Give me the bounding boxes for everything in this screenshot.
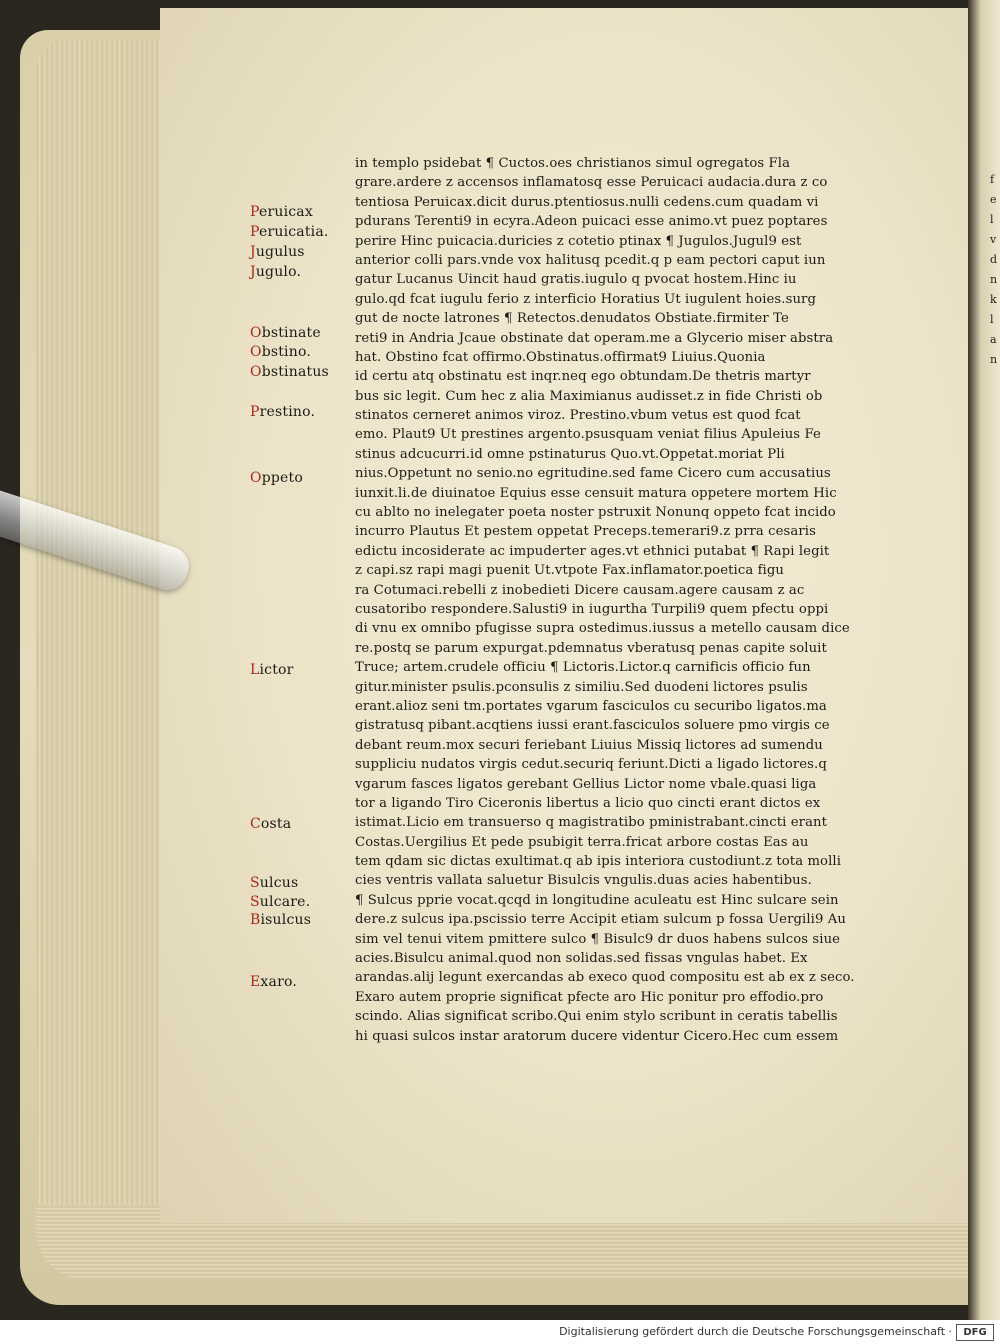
text-line: vgarum fasces ligatos gerebant Gellius Lictor nome vbale.quasi liga: [355, 776, 817, 792]
text-line: reti9 in Andria Jcaue obstinate dat operam.me a Glycerio miser abstra: [355, 330, 834, 346]
text-line: erant.alioz seni tm.portates vgarum fasciculos cu securibo ligatos.ma: [355, 698, 827, 714]
right-page-edge: [968, 0, 1000, 1320]
text-line: debant reum.mox securi feriebant Liuius Missiq lictores ad sumendu: [355, 737, 823, 753]
margin-note: Obstinatus: [250, 364, 329, 380]
text-line: suppliciu nudatos virgis cedut.securiq feriunt.Dicti a ligado lictores.q: [355, 757, 827, 773]
text-line: Truce; artem.crudele officiu ¶ Lictoris.Lictor.q carnificis officio fun: [355, 660, 811, 676]
margin-note: Prestino.: [250, 404, 316, 420]
text-line: anterior colli pars.vnde vox halitusq pcedit.q p eam pectori caput iun: [355, 252, 826, 268]
text-line: cies ventris vallata saluetur Bisulcis vngulis.duas acies habentibus.: [355, 873, 812, 889]
text-line: arandas.alij legunt exercandas ab execo quod compositu est ab ex z seco.: [355, 970, 855, 986]
margin-note: Sulcare.: [250, 894, 311, 910]
margin-note: Exaro.: [250, 974, 297, 990]
text-line: Costas.Uergilius Et pede psubigit terra.fricat arbore costas Eas au: [355, 834, 809, 850]
text-line: gistratusq pibant.acqtiens iussi erant.fasciculos soluere pmo virgis ce: [355, 718, 830, 734]
text-line: in templo psidebat ¶ Cuctos.oes christianos simul ogregatos Fla: [355, 156, 791, 171]
margin-note: Jugulo.: [250, 264, 302, 280]
right-page-char: f: [990, 173, 995, 186]
right-page-char: k: [990, 293, 997, 306]
margin-note: Obstino.: [250, 344, 311, 360]
right-page-char: a: [990, 333, 997, 346]
margin-note: Lictor: [250, 662, 294, 678]
right-page-char: e: [990, 193, 997, 206]
text-line: Exaro autem proprie significat pfecte aro Hic ponitur pro effodio.pro: [355, 989, 824, 1005]
funding-notice: Digitalisierung gefördert durch die Deutsche Forschungsgemeinschaft ·: [559, 1325, 952, 1338]
text-line: gitur.minister psulis.pconsulis z similiu.Sed duodeni lictores psulis: [355, 679, 808, 695]
margin-note: Costa: [250, 816, 292, 832]
text-line: nius.Oppetunt no senio.no egritudine.sed fame Cicero cum accusatius: [355, 466, 831, 482]
main-text-column: [355, 154, 890, 1046]
text-line: di vnu ex omnibo pfugisse supra ostedimus.iussus a metello causam dice: [355, 621, 850, 637]
margin-note: Peruicatia.: [250, 224, 329, 240]
text-line: tentiosa Peruicax.dicit durus.ptentiosus.nulli cedens.cum quadam vi: [355, 194, 819, 210]
text-line: acies.Bisulcu animal.quod non solidas.sed fissas vngulas habet. Ex: [355, 951, 808, 967]
text-line: emo. Plaut9 Ut prestines argento.psusquam veniat filius Apuleius Fe: [355, 427, 821, 443]
right-page-char: n: [990, 273, 998, 286]
text-line: scindo. Alias significat scribo.Qui enim stylo scribunt in ceratis tabellis: [355, 1009, 838, 1025]
dfg-logo: DFG: [956, 1324, 994, 1341]
text-line: stinus adcucurri.id omne pstinaturus Quo.vt.Oppetat.moriat Pli: [355, 446, 785, 462]
text-line: stinatos cerneret animos viroz. Prestino.vbum vetus est quod fcat: [355, 408, 801, 424]
text-line: re.postq se parum expurgat.pdemnatus vberatusq penas capite soluit: [355, 640, 827, 656]
margin-note: Sulcus: [250, 875, 299, 891]
right-page-char: n: [990, 353, 998, 366]
text-line: ¶ Sulcus pprie vocat.qcqd in longitudine aculeatu est Hinc sulcare sein: [355, 892, 839, 908]
text-line: perire Hinc puicacia.duricies z cotetio ptinax ¶ Jugulos.Jugul9 est: [355, 233, 802, 249]
text-line: tor a ligando Tiro Ciceronis libertus a licio quo cincti erant dictos ex: [355, 795, 821, 811]
text-line: hat. Obstino fcat offirmo.Obstinatus.offirmat9 Liuius.Quonia: [355, 349, 766, 365]
text-line: sim vel tenui vitem pmittere sulco ¶ Bisulc9 dr duos habens sulcos siue: [355, 931, 841, 947]
right-page-fragment: [990, 170, 1000, 370]
text-line: z capi.sz rapi magi puenit Ut.vtpote Fax.inflamator.poetica figu: [355, 563, 785, 579]
margin-note: Jugulus: [250, 244, 305, 260]
text-line: dere.z sulcus ipa.pscissio terre Accipit etiam sulcum p fossa Uergili9 Au: [355, 912, 846, 928]
text-line: hi quasi sulcos instar aratorum ducere videntur Cicero.Hec cum essem: [355, 1028, 839, 1044]
text-line: istimat.Licio em transuerso q magistratibo pministrabant.cincti erant: [355, 815, 828, 831]
right-page-char: l: [990, 213, 994, 226]
text-line: incurro Plautus Et pestem oppetat Preceps.temerari9.z prra cesaris: [355, 524, 816, 540]
margin-note: Peruicax: [250, 204, 313, 220]
text-line: cusatoribo respondere.Salusti9 in iugurtha Turpili9 quem pfectu oppi: [355, 601, 829, 617]
text-line: ra Cotumaci.rebelli z inobedieti Dicere causam.agere causam z ac: [355, 582, 805, 598]
margin-note: Bisulcus: [250, 912, 312, 928]
text-line: gatur Lucanus Uincit haud gratis.iugulo q pvocat hostem.Hinc iu: [355, 272, 797, 288]
text-line: gut de nocte latrones ¶ Retectos.denudatos Obstiate.firmiter Te: [355, 311, 789, 327]
text-line: edictu incosiderate ac impuderter ages.vt ethnici putabat ¶ Rapi legit: [355, 543, 830, 559]
text-line: grare.ardere z accensos inflamatosq esse Peruicaci audacia.dura z co: [355, 175, 828, 191]
right-page-char: d: [990, 253, 998, 266]
text-line: cu ablto no inelegater poeta noster pstruxit Nonunq oppeto fcat incido: [355, 505, 836, 521]
right-page-char: v: [990, 233, 997, 246]
text-line: id certu atq obstinatu est inqr.neq ego obtundam.De thetris martyr: [355, 369, 811, 385]
text-line: tem qdam sic dictas exultimat.q ab ipis interiora custodiunt.z tota molli: [355, 854, 842, 870]
text-line: pdurans Terenti9 in ecyra.Adeon puicaci esse animo.vt puez poptares: [355, 214, 828, 230]
right-page-char: l: [990, 313, 994, 326]
text-line: bus sic legit. Cum hec z alia Maximianus audisset.z in fide Christi ob: [355, 388, 823, 404]
margin-note: Oppeto: [250, 470, 303, 486]
margin-note: Obstinate: [250, 325, 321, 341]
text-line: gulo.qd fcat iugulu ferio z interficio Horatius Ut iugulent hoies.surg: [355, 291, 816, 307]
footer-bar: [0, 1320, 1000, 1344]
text-line: iunxit.li.de diuinatoe Equius esse censuit matura oppetere mortem Hic: [355, 485, 837, 501]
